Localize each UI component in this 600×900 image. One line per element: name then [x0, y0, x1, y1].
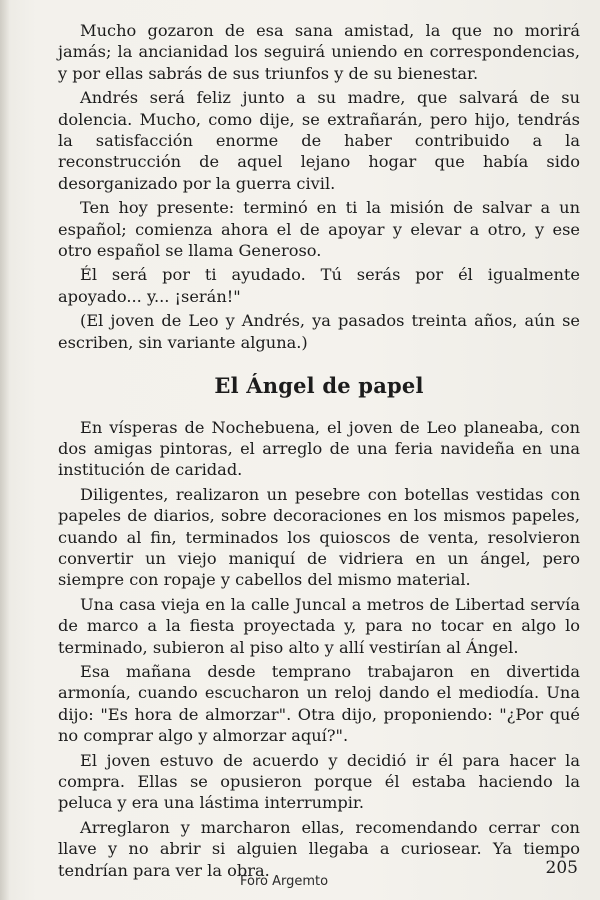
paragraph: Una casa vieja en la calle Juncal a metros de Libertad servía de marco a la fiesta proyectada y, para no tocar en algo lo terminado, subieron al piso alto y allí vestirían al Ángel. — [58, 594, 580, 657]
paragraph: (El joven de Leo y Andrés, ya pasados treinta años, aún se escriben, sin variante alguna.) — [58, 311, 580, 352]
paragraph: Mucho gozaron de esa sana amistad, la que no morirá jamás; la ancianidad los seguirá uniendo en correspondencias, y por ellas sabrás de sus triunfos y de su bienestar. — [58, 21, 580, 83]
page-number: 205 — [545, 858, 578, 878]
chapter-title: El Ángel de papel — [214, 373, 424, 399]
paragraph: Esa mañana desde temprano trabajaron en divertida armonía, cuando escucharon un reloj dando el mediodía. Una dijo: "Es hora de almorzar". Otra dijo, proponiendo: "¿Por qué no comprar algo y almorzar aquí?". — [58, 661, 580, 746]
page-spine-shadow — [0, 0, 10, 900]
paragraph: Ten hoy presente: terminó en ti la misión de salvar a un español; comienza ahora el de apoyar y elevar a otro, y ese otro español se llama Generoso. — [58, 198, 580, 261]
paragraph: Andrés será feliz junto a su madre, que salvará de su dolencia. Mucho, como dije, se extrañarán, pero hijo, tendrás la satisfacción enorme de haber contribuido a la reconstrucción de aquel lejano hogar que había sido desorganizado por la guerra civil. — [58, 88, 580, 193]
page-footer — [0, 858, 600, 896]
paragraph: El joven estuvo de acuerdo y decidió ir él para hacer la compra. Ellas se opusieron porque él estaba haciendo la peluca y era una lástima interrumpir. — [58, 750, 580, 813]
paragraph: Él será por ti ayudado. Tú serás por él igualmente apoyado... y... ¡serán!" — [58, 265, 580, 306]
paragraph: Arreglaron y marcharon ellas, recomendando cerrar con llave y no abrir si alguien llegaba a curiosear. Ya tiempo tendrían para ver la obra. — [58, 817, 580, 880]
body-text — [58, 20, 580, 884]
watermark: Foro Argemto — [240, 874, 329, 889]
paragraph: Diligentes, realizaron un pesebre con botellas vestidas con papeles de diarios, sobre decoraciones en los mismos papeles, cuando al fin, terminados los quioscos de venta, resolvieron convertir un viejo maniquí de vidriera en un ángel, pero siempre con ropaje y cabellos del mismo material. — [58, 484, 580, 590]
paragraph: En vísperas de Nochebuena, el joven de Leo planeaba, con dos amigas pintoras, el arreglo de una feria navideña en una institución de caridad. — [58, 417, 580, 480]
